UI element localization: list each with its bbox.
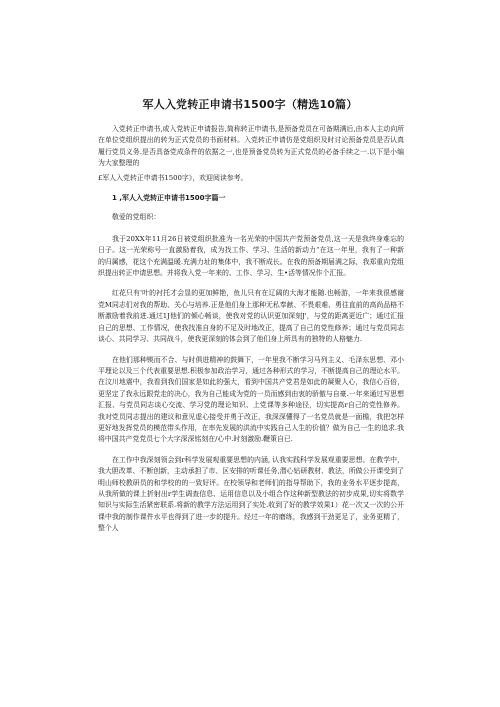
- body-paragraph-3: 在他们那种锲而不合、与时俱进精神的鼓舞下，一年里我不断学习马列主义、毛泽东思想、邓小平理论以及三个代表重要思想.积极参加政治学习，通过各种形式的学习，不断提高自己的理论水平。在汶川地震中，我看到我们国家是如此的强大，看到中国共产党君是如此的凝聚人心，我信心百倍，更坚定了我永远跟党走的决心，我为自己能成为党的一员而感到由衷的骄傲与自豪.一年来通过写思想汇报、与党员同志谈心交流、学习党的理论知识、上党课等多种途径，切实提高r自己的党性修养。我对党员同志提出的建议和意见虚心接受并勇于改正，我深深懂得了一名党员就是一面檐，我把怎样更好地发挥党员的模范带头作用，在率先发展的洪流中实践自己人生的价值？做为自己一生的追求.我将中国共产党党员七个大字深深铭刻在/心中.时刻激励.鞭策自已.: [98, 355, 404, 444]
- body-paragraph-4: 在工作中我深刻领会到r科学发展观重要思想的内涵, 认我实践科学发展观重要思想。在教学中，我大胆改革、不断创新，主动承担了市、区安排的听课任务,潜心钻研教材、教法，所做公开课受到了明山师校教研员的和学校的的一致好评。在校领导和老师们的指导帮助下，我的业务水平逐步提高，从我所做的课上折射出r学生调查信息、运用信息以及小组合作这种新型教法的初步成果,切实将数学知识与实际生活紧密联系.将新的教学方法运用到了实处.收到了好的教学效果1）花一次又一次的公开课中我的制作课件水平也得到了进一步的提升。经过一年的磨练，我感到干劲更足了，业务更精了，整个人: [98, 455, 404, 533]
- document-body: [98, 124, 404, 544]
- intro-paragraph: 入党转正申请书,或入党转正申请报告,简称转正申请书,是预备党员在可备期满后,由本人主动向所在单位党组织提出的转为正式党员的书面材料。入党转正申请仿是党组织及时讨论预备党员是否认真履行党员义务.是否具备党成条件的依据之一,也是预备党员转为正式党员的必备手续之一.以下是小编为大家整理的: [98, 125, 404, 168]
- intro-paragraph-tail: £军人入党转正申请书1500字》，欢迎阅读参考。: [98, 173, 248, 182]
- greeting: 敬爱的党组织：: [112, 213, 161, 222]
- document-title: 军人入党转正申请书1500字（精选10篇）: [142, 98, 358, 111]
- body-paragraph-1: 我于20XX年11月26日被党组织批准为一名光荣的中国共产党预备党员,这一天是我终身难忘的日子。这一光荣称号一直激励着我，成为找工作、学习、生活的新动力“在这一年里，我有了一种新的归属感，花这个充满温暖.充满力址的集体中，我不断成长。在我的预备期届满之际，我郑重向党组织提出转正申请思想。并将我入党一年来的、工作、学习、生•活等情况作个汇报。: [98, 234, 404, 278]
- body-paragraph-2: 红花只有'叶的衬托才会显的更加鲜艳，鱼儿只有在辽阔的大海才能随.也畅游，一年来我很感谢党M同志们对我的帮助、关心与培养.正是他们身上那种无私奉献、不畏艰难、勇往直前的高尚品格不断激励着我前进.通过1J他们的倾心畅谈，使我对党的认识更加深刻J'，与党的距离更近广；通过汇报自己的思想、工作情况，使我找准自身的不足及时地改正，提高了自己的党性修养；通过与党员同志谈心、共同学习、共同战斗，使我更深刻的体会到了他们身上所具有的独特的人格魅力.: [98, 289, 404, 344]
- section-heading: 1 ,军人入党转正申请书1500字篇一: [112, 194, 226, 203]
